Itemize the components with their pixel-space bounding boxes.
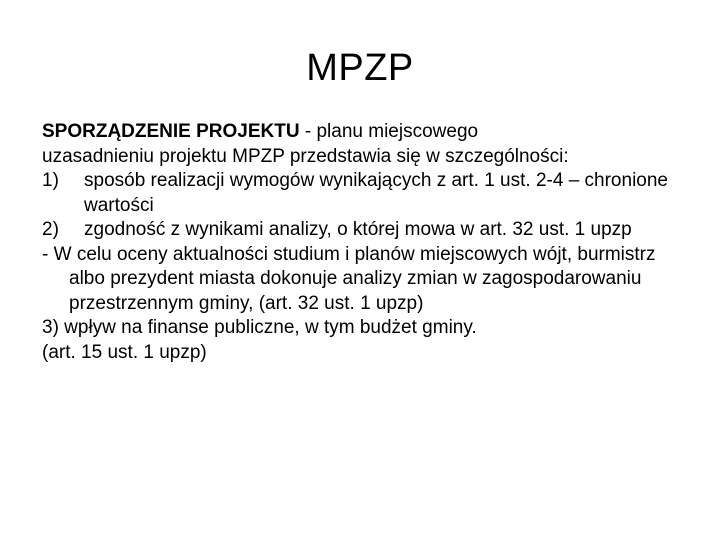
footer-reference: (art. 15 ust. 1 upzp) — [42, 341, 207, 363]
slide-title: MPZP — [306, 47, 414, 89]
slide-content — [42, 120, 692, 365]
intro-text: uzasadnieniu projektu MPZP przedstawia się w szczególności: — [42, 145, 569, 167]
list-item-number: 1) — [42, 170, 59, 191]
heading-rest: - planu miejscowego — [299, 121, 479, 142]
note-paragraph: - W celu oceny aktualności studium i planów miejscowych wójt, burmistrz albo prezydent miasta dokonuje analizy zmian w zagospodarowaniu przestrzennym gminy, (art. 32 ust. 1 upzp) — [42, 243, 656, 314]
list-item-1 — [42, 169, 692, 218]
list-item-text: sposób realizacji wymogów wynikających z art. 1 ust. 2-4 – chronione wartości — [84, 170, 668, 216]
list-item-3: 3) wpływ na finanse publiczne, w tym budżet gminy. — [42, 317, 477, 338]
heading-line — [42, 120, 692, 145]
heading-bold: SPORZĄDZENIE PROJEKTU — [42, 121, 300, 142]
list-item-number: 2) — [42, 219, 59, 240]
list-item-text: zgodność z wynikami analizy, o której mowa w art. 32 ust. 1 upzp — [84, 219, 632, 240]
list-item-2 — [42, 218, 692, 243]
